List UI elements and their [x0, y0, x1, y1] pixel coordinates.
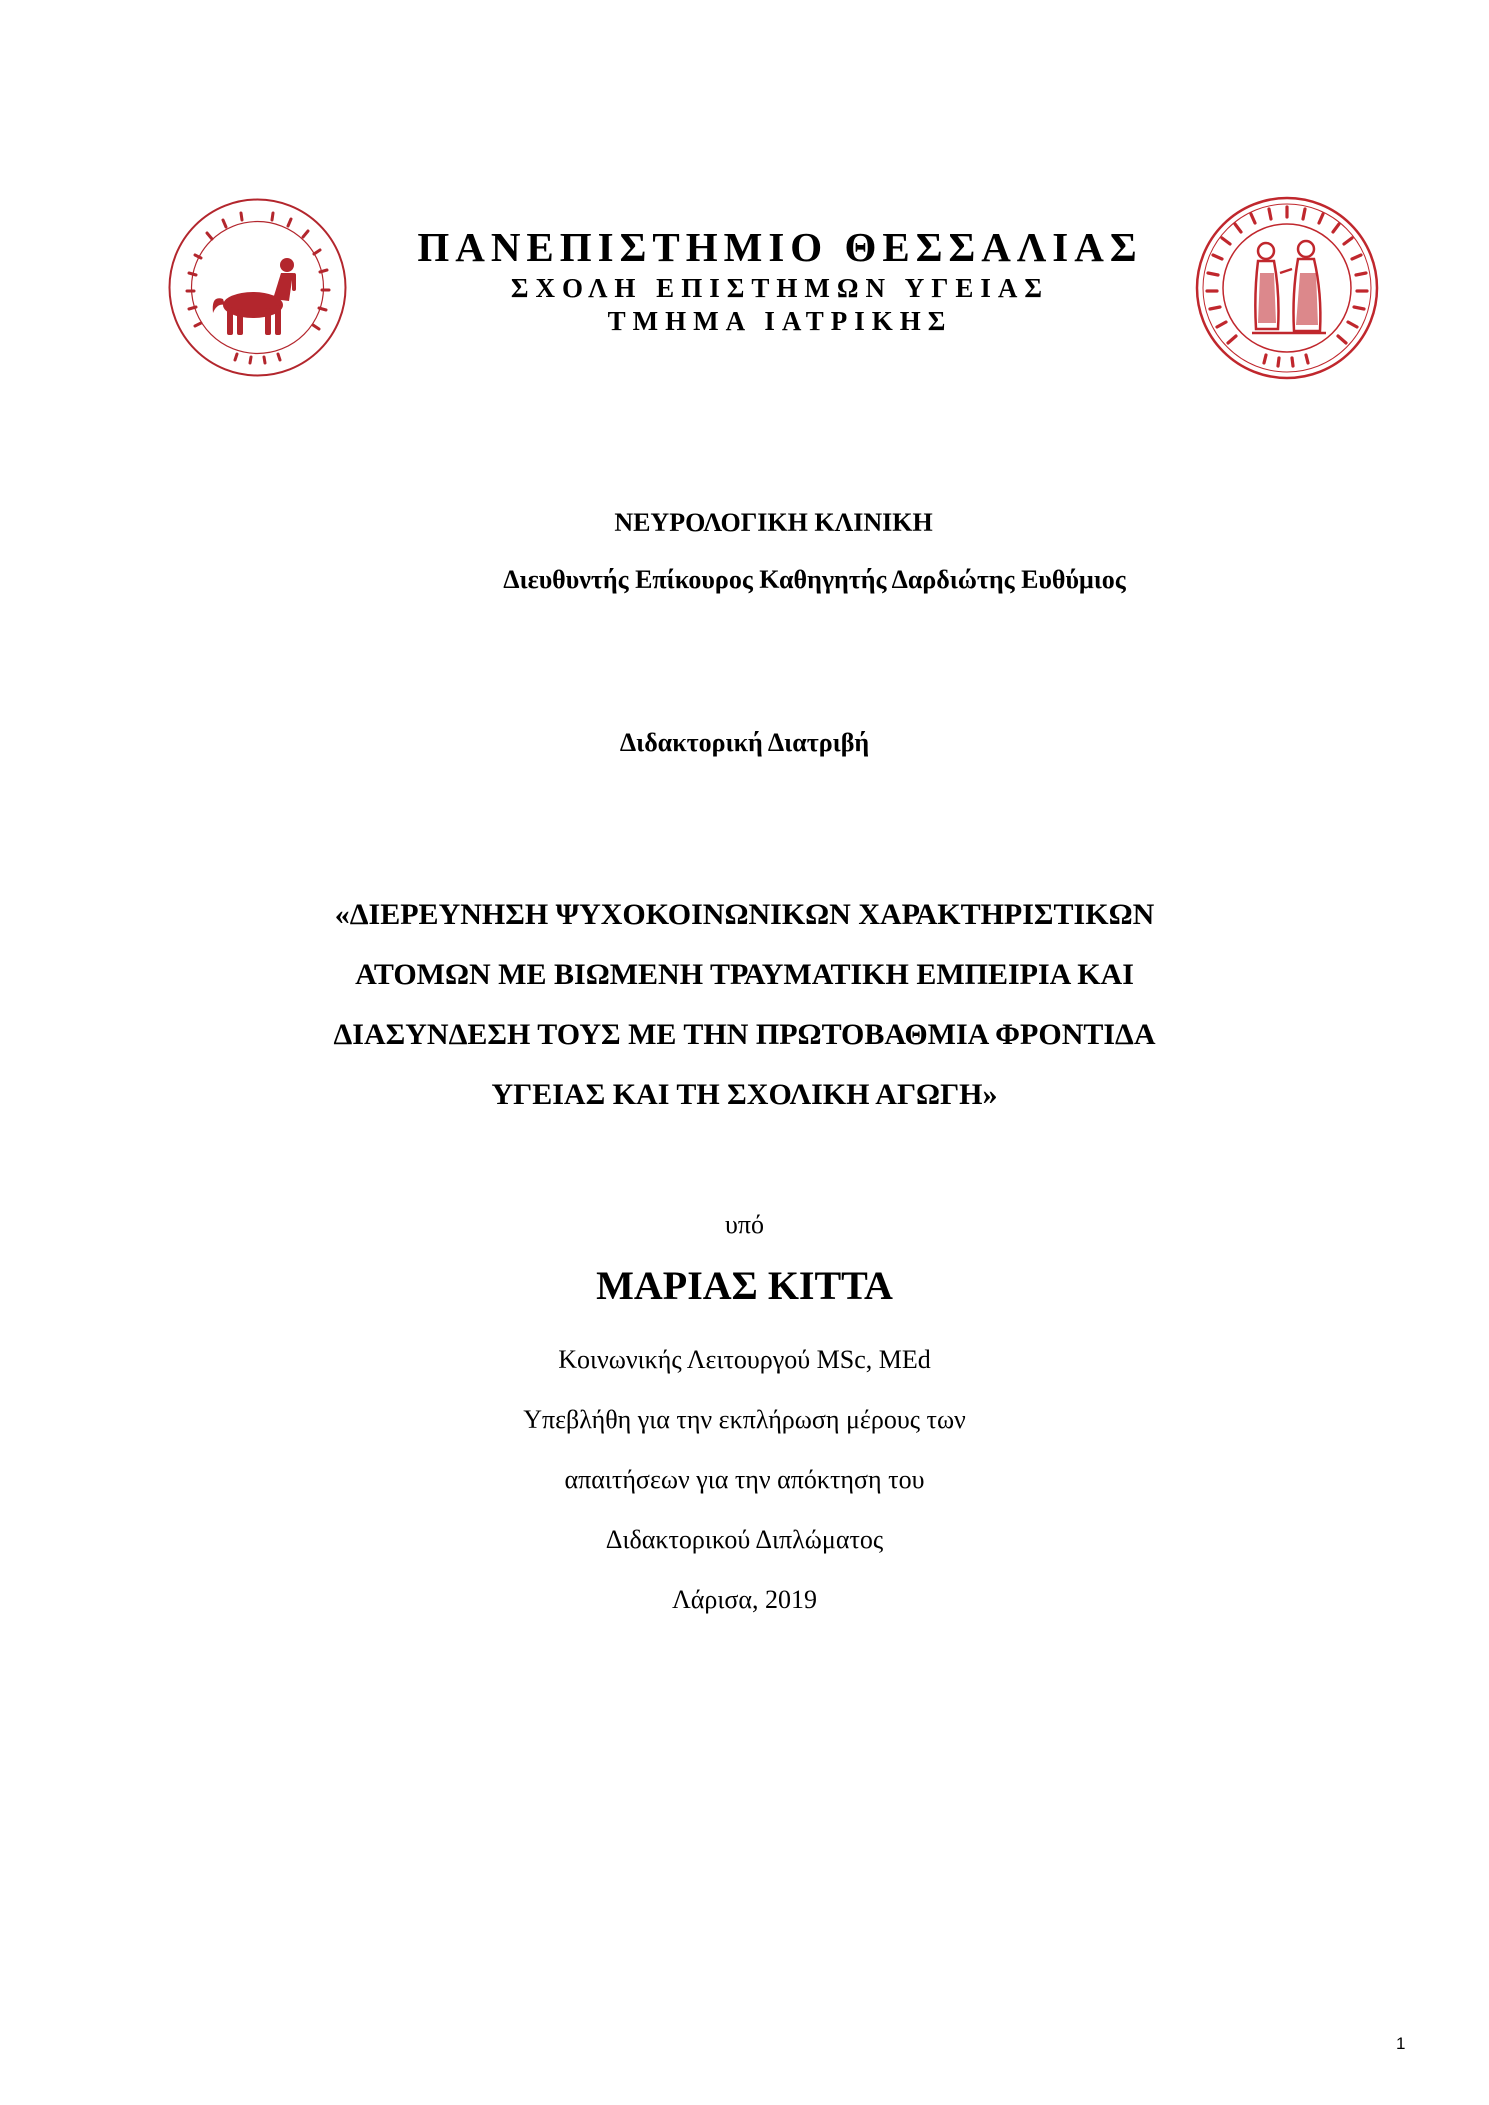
- thesis-title-line: ΔΙΑΣΥΝΔΕΣΗ ΤΟΥΣ ΜΕ ΤΗΝ ΠΡΩΤΟΒΑΘΜΙΑ ΦΡΟΝΤΙΔΑ: [333, 1018, 1156, 1051]
- institution-header: [380, 222, 1180, 338]
- thesis-title-line: ΥΓΕΙΑΣ ΚΑΙ ΤΗ ΣΧΟΛΙΚΗ ΑΓΩΓΗ»: [491, 1078, 998, 1111]
- department-name: ΤΜΗΜΑ ΙΑΤΡΙΚΗΣ: [607, 306, 953, 336]
- author-qualification: Κοινωνικής Λειτουργού MSc, MEd: [558, 1345, 931, 1374]
- medical-figures-seal-icon: [1192, 193, 1382, 383]
- school-name: ΣΧΟΛΗ ΕΠΙΣΤΗΜΩΝ ΥΓΕΙΑΣ: [510, 273, 1050, 303]
- university-name: ΠΑΝΕΠΙΣΤΗΜΙΟ ΘΕΣΣΑΛΙΑΣ: [417, 224, 1143, 270]
- clinic-name: ΝΕΥΡΟΛΟΓΙΚΗ ΚΛΙΝΙΚΗ: [614, 508, 933, 537]
- thesis-title-line: ΑΤΟΜΩΝ ΜΕ ΒΙΩΜΕΝΗ ΤΡΑΥΜΑΤΙΚΗ ΕΜΠΕΙΡΙΑ ΚΑΙ: [355, 958, 1134, 991]
- thesis-details: [0, 1330, 1489, 1630]
- centaur-seal-icon: [165, 195, 350, 380]
- author-name: ΜΑΡΙΑΣ ΚΙΤΤΑ: [596, 1263, 893, 1308]
- place-and-year: Λάρισα, 2019: [671, 1585, 818, 1614]
- page-number: 1: [1396, 2034, 1406, 2053]
- submission-statement-line: Υπεβλήθη για την εκπλήρωση μέρους των: [523, 1405, 966, 1434]
- degree-name: Διδακτορικού Διπλώματος: [605, 1525, 884, 1554]
- thesis-title: [0, 885, 1489, 1125]
- school-seal-logo: [1192, 193, 1382, 383]
- university-seal-logo: [165, 195, 350, 380]
- document-type: Διδακτορική Διατριβή: [619, 728, 870, 757]
- clinic-director: Διευθυντής Επίκουρος Καθηγητής Δαρδιώτης Ευθύμιος: [503, 565, 1126, 594]
- by-label: υπό: [725, 1210, 764, 1239]
- thesis-title-line: «ΔΙΕΡΕΥΝΗΣΗ ΨΥΧΟΚΟΙΝΩΝΙΚΩΝ ΧΑΡΑΚΤΗΡΙΣΤΙΚΩΝ: [334, 898, 1155, 931]
- submission-statement-line: απαιτήσεων για την απόκτηση του: [564, 1465, 925, 1494]
